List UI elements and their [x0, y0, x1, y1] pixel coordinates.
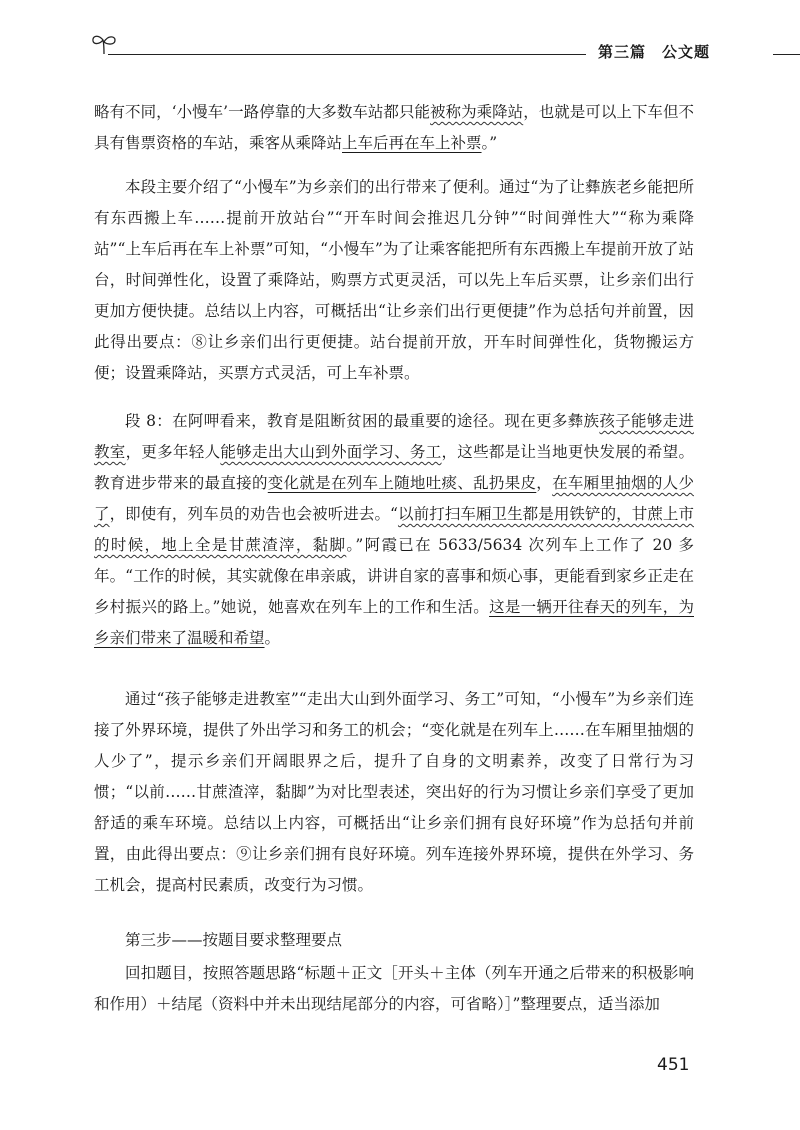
sprout-icon	[90, 30, 118, 56]
p3-wavy-children: 孩子能够走进教室	[94, 412, 694, 461]
p3-underline-spring: 这是一辆开往春天的列车，为乡亲们带来了温暖和希望	[94, 598, 694, 647]
p3-text-m: 。	[264, 629, 281, 647]
analysis-paragraph-9: 通过“孩子能够走进教室”“走出大山到外面学习、务工”可知，“小慢车”为乡亲们连接了外界环境，提供了外出学习和务工的机会；“变化就是在列车上……在车厢里抽烟的人少了”，提示乡亲们开阔眼界之后，提升了自身的文明素养，改变了日常行为习惯；“以前……甘蔗渣滓，黏脚”为对比型表述，突出好的行为习惯让乡亲们享受了更加舒适的乘车环境。总结以上内容，可概括出“让乡亲们拥有良好环境”作为总括句并前置，由此得出要点：⑨让乡亲们拥有良好环境。列车连接外界环境，提供在外学习、务工机会，提高村民素质，改变行为习惯。	[94, 690, 694, 894]
p3-text-e: ，这些都是让当地更快发展的希望。教育进步带来的最直接的	[94, 443, 694, 492]
p3-text-k: 。”阿霞已在 5633/5634 次列车上工作了 20 多年。“工作的时候，其实就像在串亲戚，讲讲自家的喜事和烦心事，更能看到家乡正走在乡村振兴的路上。”她说，她喜欢在列车上的工作和生活。	[94, 536, 694, 616]
p3-text-c: ，更多年轻人	[125, 443, 221, 461]
p1-text-e: 。”	[481, 134, 498, 152]
p1-text-c: ，也就是可以上下车但不具有售票资格的车站，乘客从乘降站	[94, 103, 694, 152]
header-category: 公文题	[662, 43, 711, 61]
p1-wavy-underline: 被称为乘降站	[430, 103, 524, 121]
p3-underline-change: 变化就是在列车上随地吐痰、乱扔果皮	[267, 474, 537, 492]
header-section: 第三篇	[598, 43, 647, 61]
p1-underline: 上车后再在车上补票	[342, 134, 482, 152]
p3-wavy-youth: 能够走出大山到外面学习、务工	[220, 443, 442, 461]
material-paragraph-8	[94, 406, 694, 654]
p3-wavy-sugarcane: 以前打扫车厢卫生都是用铁铲的，甘蔗上市的时候，地上全是甘蔗渣滓，黏脚	[94, 505, 694, 554]
running-header	[80, 30, 780, 70]
header-title	[598, 41, 710, 62]
step-3-paragraph: 回扣题目，按照答题思路“标题＋正文［开头＋主体（列车开通之后带来的积极影响和作用）＋结尾（资料中并未出现结尾部分的内容，可省略）］”整理要点，适当添加	[94, 964, 694, 1013]
step-3-heading: 第三步——按题目要求整理要点	[125, 931, 343, 949]
p3-text-g: ，	[536, 474, 553, 492]
analysis-paragraph-8: 本段主要介绍了“小慢车”为乡亲们的出行带来了便利。通过“为了让彝族老乡能把所有东西搬上车……提前开放站台”“开车时间会推迟几分钟”“时间弹性大”“称为乘降站”“上车后再在车上补票”可知，“小慢车”为了让乘客能把所有东西搬上车提前开放了站台，时间弹性化，设置了乘降站，购票方式更灵活，可以先上车后买票，让乡亲们出行更加方便快捷。总结以上内容，可概括出“让乡亲们出行更便捷”作为总括句并前置，因此得出要点：⑧让乡亲们出行更便捷。站台提前开放，开车时间弹性化，货物搬运方便；设置乘降站，买票方式灵活，可上车补票。	[94, 178, 694, 382]
quote-paragraph-continued	[94, 97, 694, 159]
header-rule-left	[108, 54, 586, 55]
header-rule-right	[773, 54, 800, 55]
page-number: 451	[657, 1055, 690, 1075]
p3-text-i: ，即使有，列车员的劝告也会被听进去。“	[109, 505, 398, 523]
p3-text-a: 段 8：在阿呷看来，教育是阻断贫困的最重要的途径。现在更多彝族	[125, 412, 600, 430]
p3-wavy-smoking: 在车厢里抽烟的人少了	[94, 474, 694, 523]
p1-text-a: 略有不同，‘小慢车’一路停靠的大多数车站都只能	[94, 103, 431, 121]
